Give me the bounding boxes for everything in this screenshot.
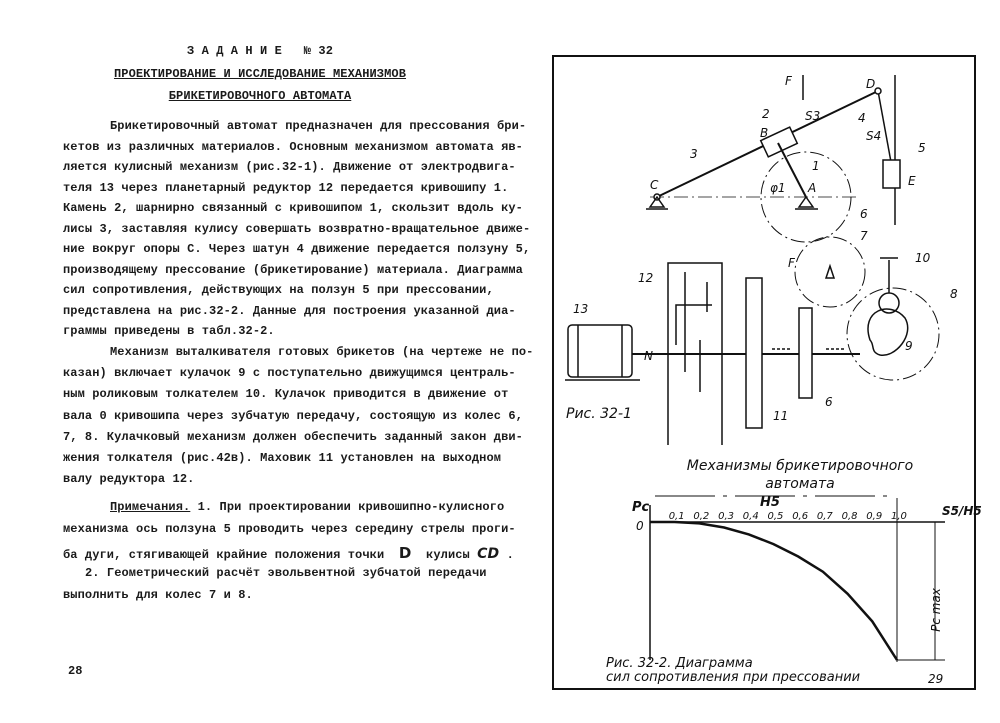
body-line: представлена на рис.32-2. Данные для построения указанной диа- xyxy=(63,303,516,318)
label-2: 2 xyxy=(762,107,770,121)
label-a: A xyxy=(808,181,817,195)
label-s3: S3 xyxy=(805,109,821,123)
body-line: теля 13 через планетарный редуктор 12 передается кривошипу 1. xyxy=(63,180,509,195)
x-tick-label: 0,8 xyxy=(841,511,858,522)
label-c: C xyxy=(650,178,659,192)
y-axis-label: Pc xyxy=(632,500,650,515)
body-line: Брикетировочный автомат предназначен для прессования бри- xyxy=(110,119,527,133)
figure-32-1 xyxy=(565,75,939,445)
slider-5 xyxy=(883,160,900,188)
gear-6-side xyxy=(799,308,812,398)
chart-caption-1: Рис. 32-2. Диаграмма xyxy=(606,656,753,671)
label-13: 13 xyxy=(573,302,589,316)
planetary-gears xyxy=(676,272,712,392)
label-n: N xyxy=(644,349,653,363)
x-tick-label: 0,4 xyxy=(742,511,759,522)
span-label: H5 xyxy=(760,495,780,510)
note-1-text: 1. При проектировании кривошипно-кулисного xyxy=(190,500,505,514)
label-f2: F xyxy=(788,256,795,270)
pc-max-label: Pc max xyxy=(929,588,943,632)
body-line: ляется кулисный механизм (рис.32-1). Движение от электродвига- xyxy=(63,160,516,174)
body-line: Камень 2, шарнирно связанный с кривошипом 1, скользит вдоль ку- xyxy=(63,201,523,215)
body-line: лисы 3, заставляя кулису совершать возвратно-вращательное движе- xyxy=(63,221,531,236)
label-d: D xyxy=(866,77,876,91)
gear-7-circle xyxy=(795,237,865,307)
label-8: 8 xyxy=(950,287,958,301)
label-10: 10 xyxy=(915,251,931,265)
point-d: D xyxy=(398,544,412,562)
chart-caption-2: сил сопротивления при прессовании xyxy=(606,670,861,685)
x-tick-label: 0,3 xyxy=(718,511,735,522)
label-5: 5 xyxy=(918,141,926,155)
body-line: валу редуктора 12. xyxy=(63,472,195,487)
body-line: вала 0 кривошипа через зубчатую передачу, состоящую из колес 6, xyxy=(63,408,523,423)
label-s4: S4 xyxy=(866,129,882,143)
label-b: B xyxy=(760,126,769,140)
notes-label: Примечания. xyxy=(110,500,191,514)
assignment-subtitle-2: БРИКЕТИРОВОЧНОГО АВТОМАТА xyxy=(168,89,352,103)
x-tick-label: 0,5 xyxy=(767,511,784,522)
cam-9 xyxy=(868,309,908,355)
note-2-line-2: выполнить для колес 7 и 8. xyxy=(63,588,253,602)
body-line: жения толкателя (рис.42в). Маховик 11 установлен на выходном xyxy=(63,451,502,465)
support-a xyxy=(795,197,818,209)
label-phi: φ1 xyxy=(770,181,786,195)
label-7: 7 xyxy=(860,229,868,243)
note-1-line-3: ба дуги, стягивающей крайние положения точки D кулисы CD . xyxy=(63,544,514,562)
x-tick-label: 1,0 xyxy=(891,511,907,522)
x-axis-label: S5/H5 xyxy=(942,504,982,518)
body-line: Механизм выталкивателя готовых брикетов (на чертеже не по- xyxy=(110,345,534,359)
body-line: кетов из различных материалов. Основным механизмом автомата яв- xyxy=(63,139,523,154)
label-3: 3 xyxy=(690,147,698,161)
label-6b: 6 xyxy=(825,395,833,409)
label-4: 4 xyxy=(858,111,866,125)
x-tick-label: 0,7 xyxy=(816,511,833,522)
body-line: производящему прессование (брикетирование) материала. Диаграмма xyxy=(63,262,523,277)
body-line: граммы приведены в табл.32-2. xyxy=(63,324,275,338)
note-1-text-d: кулисы xyxy=(426,548,470,562)
x-tick-label: 0,6 xyxy=(792,511,809,522)
body-line: ние вокруг опоры С. Через шатун 4 движение передается ползуну 5, xyxy=(63,242,531,256)
label-12: 12 xyxy=(638,271,654,285)
page-number-right: 29 xyxy=(928,672,944,686)
figure-32-2-chart xyxy=(606,458,982,686)
chart-title-2: автомата xyxy=(765,476,835,492)
connecting-rod-4 xyxy=(878,91,891,162)
label-f: F xyxy=(785,74,792,88)
body-line: ным роликовым толкателем 10. Кулачок приводится в движение от xyxy=(63,387,509,402)
chart-title-1: Механизмы брикетировочного xyxy=(686,458,914,474)
label-11: 11 xyxy=(773,409,789,423)
fig-32-1-caption: Рис. 32-1 xyxy=(566,406,632,422)
link-cd: CD xyxy=(477,546,500,562)
note-1-text-c: ба дуги, стягивающей крайние положения точки xyxy=(63,548,385,562)
note-2-line-1: 2. Геометрический расчёт эвольвентной зубчатой передачи xyxy=(85,566,487,580)
gear-8-circle xyxy=(847,288,939,380)
note-1-line-2: механизма ось ползуна 5 проводить через середину стрелы проги- xyxy=(63,522,516,536)
assignment-subtitle-1: ПРОЕКТИРОВАНИЕ И ИССЛЕДОВАНИЕ МЕХАНИЗМОВ xyxy=(113,67,407,81)
x-tick-label: 0,2 xyxy=(693,511,710,522)
origin-label: 0 xyxy=(636,519,644,533)
joint-d xyxy=(875,88,881,94)
assignment-title: З А Д А Н И Е № 32 xyxy=(186,44,334,58)
label-e: E xyxy=(908,174,916,188)
support-7 xyxy=(826,266,834,278)
label-6: 6 xyxy=(860,207,868,221)
resistance-curve xyxy=(650,522,897,660)
page-number-left: 28 xyxy=(68,664,83,678)
label-1: 1 xyxy=(812,159,820,173)
page-frame xyxy=(553,56,975,689)
body-line: сил сопротивления, действующих на ползун 5 при прессовании, xyxy=(63,283,494,297)
label-9: 9 xyxy=(905,339,913,353)
x-tick-label: 0,1 xyxy=(668,511,685,522)
body-line: казан) включает кулачок 9 с поступательно движущимся централь- xyxy=(63,366,516,381)
x-tick-label: 0,9 xyxy=(866,511,883,522)
flywheel-11 xyxy=(746,278,762,428)
body-line: 7, 8. Кулачковый механизм должен обеспечить заданный закон дви- xyxy=(63,429,523,444)
